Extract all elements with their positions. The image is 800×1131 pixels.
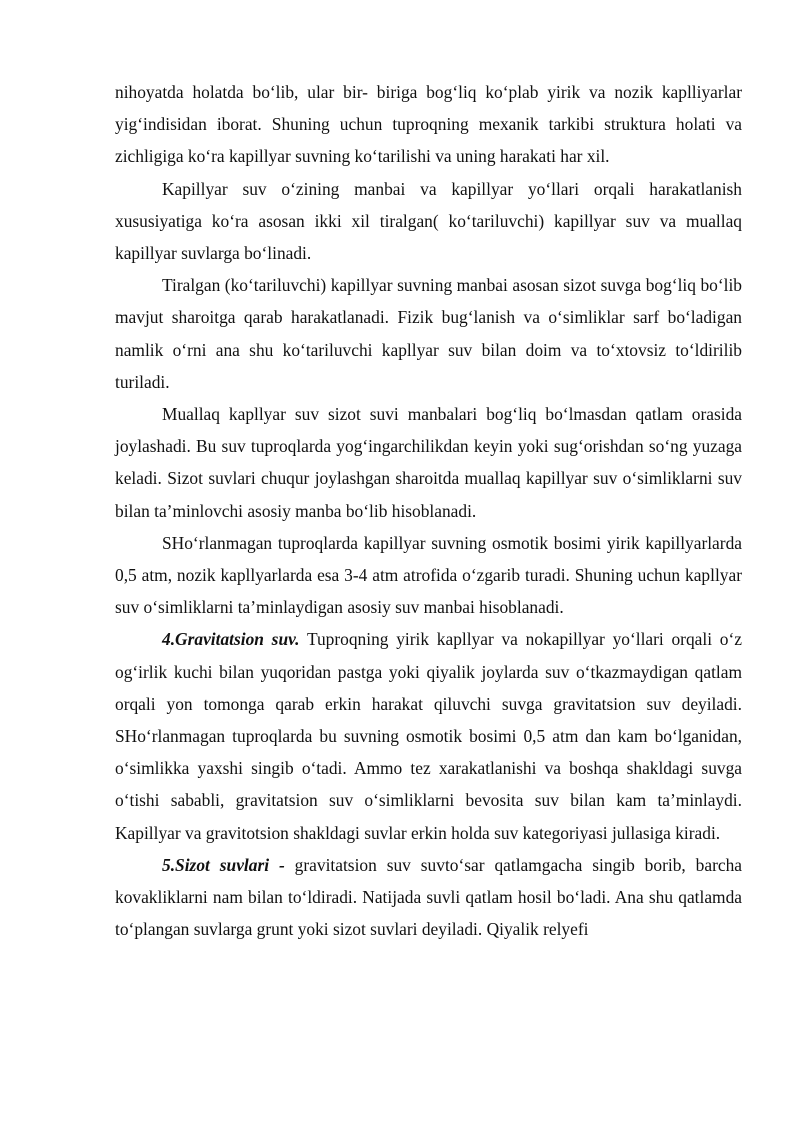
paragraph-gravitational-water bbox=[115, 623, 742, 848]
paragraph-suspended-capillary: Muallaq kapllyar suv sizot suvi manbalari bogʻliq boʻlmasdan qatlam orasida joylashadi. Bu suv tuproqlarda yogʻingarchilikdan keyin yoki sugʻorishdan soʻng yuzaga keladi. Sizot suvlari chuqur joylashgan sharoitda muallaq kapillyar suv oʻsimliklarni suv bilan taʼminlovchi asosiy manba boʻlib hisoblanadi. bbox=[115, 404, 742, 521]
document-page bbox=[115, 76, 742, 945]
paragraph-rising-capillary: Tiralgan (koʻtariluvchi) kapillyar suvning manbai asosan sizot suvga bogʻliq boʻlib mavjut sharoitga qarab harakatlanadi. Fizik bugʻlanish va oʻsimliklar sarf boʻladigan namlik oʻrni ana shu koʻtariluvchi kapllyar suv bilan doim va toʻxtovsiz toʻldirilib turiladi. bbox=[115, 275, 742, 392]
section-heading-groundwater: 5.Sizot suvlari - bbox=[162, 854, 285, 875]
paragraph-body: Tuproqning yirik kapllyar va nokapillyar yoʻllari orqali oʻz ogʻirlik kuchi bilan yuqoridan pastga yoki qiyalik joylarda suv oʻtkazmaydigan qatlam orqali yon tomonga qarab erkin harakat qiluvchi suvga gravitatsion suv deyiladi. SHoʻrlanmagan tuproqlarda bu suvning osmotik bosimi 0,5 atm dan kam boʻlganidan, oʻsimlikka yaxshi singib oʻtadi. Ammo tez xarakatlanishi va boshqa shakldagi suvga oʻtishi sababli, gravitatsion suv oʻsimliklarni bevosita suv bilan kam taʼminlaydi. Kapillyar va gravitotsion shakldagi suvlar erkin holda suv kategoriyasi jullasiga kiradi. bbox=[115, 629, 742, 843]
paragraph-osmotic-pressure: SHoʻrlanmagan tuproqlarda kapillyar suvning osmotik bosimi yirik kapillyarlarda 0,5 atm, nozik kapllyarlarda esa 3-4 atm atrofida oʻzgarib turadi. Shuning uchun kapllyar suv oʻsimliklarni taʼminlaydigan asosiy suv manbai hisoblanadi. bbox=[115, 532, 742, 618]
paragraph-groundwater bbox=[115, 849, 742, 946]
paragraph-continuation: nihoyatda holatda boʻlib, ular bir- biriga bogʻliq koʻplab yirik va nozik kaplliyarlar yigʻindisidan iborat. Shuning uchun tuproqning mexanik tarkibi struktura holati va zichligiga koʻra kapillyar suvning koʻtarilishi va uning harakati har xil. bbox=[115, 82, 742, 167]
paragraph-capillary-sources: Kapillyar suv oʻzining manbai va kapillyar yoʻllari orqali harakatlanish xususiyatiga koʻra asosan ikki xil tiralgan( koʻtariluvchi) kapillyar suv va muallaq kapillyar suvlarga boʻlinadi. bbox=[115, 178, 742, 264]
paragraph-body: gravitatsion suv suvtoʻsar qatlamgacha singib borib, barcha kovakliklarni nam bilan toʻldiradi. Natijada suvli qatlam hosil boʻladi. Ana shu qatlamda toʻplangan suvlarga grunt yoki sizot suvlari deyiladi. Qiyalik relyefi bbox=[115, 854, 742, 940]
section-heading-gravitational: 4.Gravitatsion suv. bbox=[162, 629, 300, 650]
